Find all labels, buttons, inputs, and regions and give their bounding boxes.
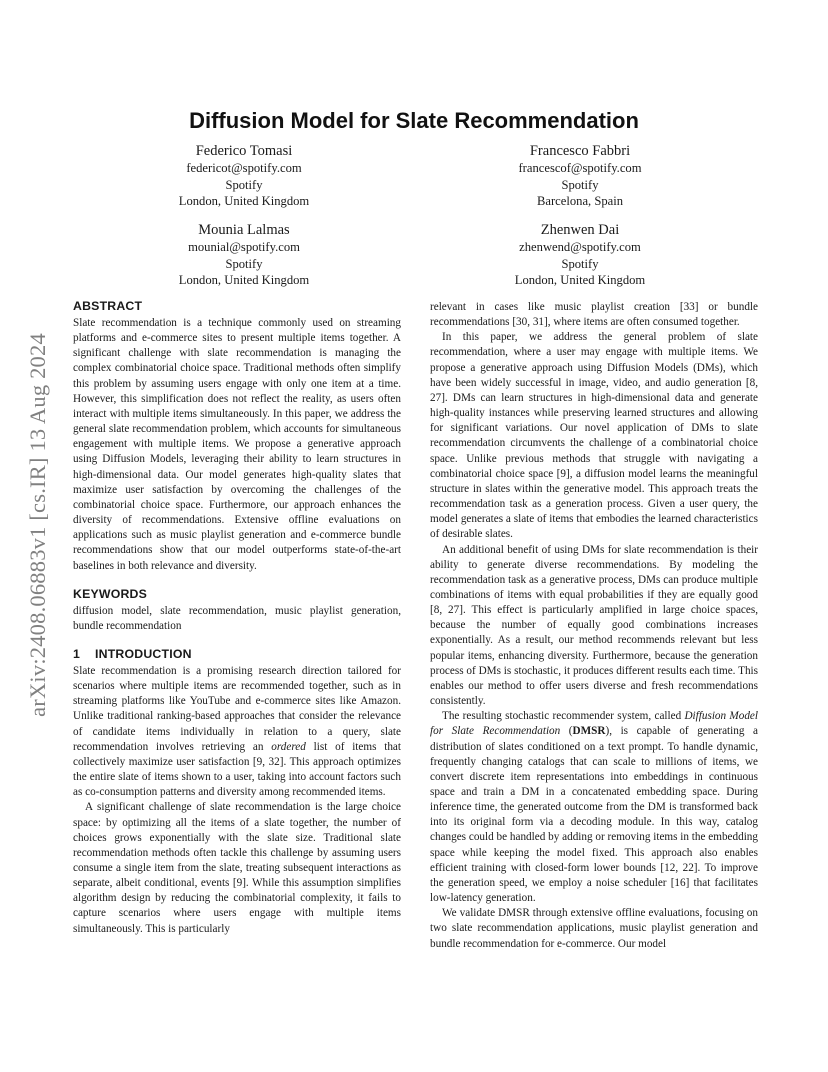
section-title: INTRODUCTION xyxy=(95,646,192,661)
paragraph-text: ), is capable of generating a distribution of slates conditioned on a text prompt. To handle dynamic, frequently changing catalogs that can scale to millions of items, we convert discrete item representations into embeddings in continuous space and train a DM in a concatenated embedding space. During inference time, the generated outcome from the DM is transformed back into its original form via a decoding module. In this way, catalog changes could be handled by adding or removing items in the embedding space while keeping the model fixed. This approach also enables efficient training with closed-form lower bounds [12, 22]. To improve the generation speed, we employ a noise scheduler [16] that facilitates low-latency generation. xyxy=(430,725,758,905)
author-affiliation: Spotify xyxy=(561,177,599,192)
keywords-text: diffusion model, slate recommendation, music playlist generation, bundle recommendation xyxy=(73,604,401,632)
paragraph-text: ( xyxy=(560,725,573,738)
author-affiliation: Spotify xyxy=(225,177,263,192)
section-heading xyxy=(73,646,401,662)
paragraph-text: list of items that collectively maximize user satisfaction [9, 32]. This approach optimizes the entire slate of items shown to a user, taking into account factors such as co-consumption patterns and diversity among recommended items. xyxy=(73,740,401,799)
paragraph-text: Slate recommendation is a promising research direction tailored for scenarios where multiple items are recommended together, such as in streaming platforms like YouTube and e-commerce sites like Amazon. Unlike traditional ranking-based approaches that consider the relevance of candidate items individually in relation to a query, slate recommendation involves retrieving an xyxy=(73,664,401,753)
author-location: London, United Kingdom xyxy=(178,273,310,287)
author-email: zhenwend@spotify.com xyxy=(519,240,641,254)
author-location: Barcelona, Spain xyxy=(536,194,624,208)
abstract-heading: ABSTRACT xyxy=(73,299,143,313)
author-block xyxy=(430,142,730,210)
author-email: francescof@spotify.com xyxy=(518,161,642,175)
paper-title: Diffusion Model for Slate Recommendation xyxy=(189,108,639,133)
author-email: federicot@spotify.com xyxy=(186,161,302,175)
abstract-text: Slate recommendation is a technique commonly used on streaming platforms and e-commerce sites to present multiple items together. A significant challenge with slate recommendation is managing the complex combinatorial choice space. Traditional methods often simplify this problem by assuming users engage with only one item at a time. However, this simplification does not reflect the reality, as users often interact with multiple items simultaneously. In this paper, we address the general slate recommendation problem, which accounts for simultaneous engagement with multiple items. We propose a generative approach using Diffusion Models, leveraging their ability to learn structures in high-dimensional data. Our model generates high-quality slates that maximize user satisfaction by overcoming the challenges of the combinatorial choice space. Furthermore, our approach enhances the diversity of recommendations. Extensive offline evaluations on applications such as music playlist generation and e-commerce bundle recommendations show that our model outperforms state-of-the-art baselines in both relevance and diversity. xyxy=(73,317,401,572)
author-location: London, United Kingdom xyxy=(178,194,310,208)
author-affiliation: Spotify xyxy=(561,256,599,271)
author-affiliation: Spotify xyxy=(225,256,263,271)
paragraph-text: The resulting stochastic recommender system, called xyxy=(442,710,685,723)
author-name: Federico Tomasi xyxy=(195,143,293,159)
arxiv-identifier: arXiv:2408.06883v1 [cs.IR] 13 Aug 2024 xyxy=(25,333,50,717)
author-name: Francesco Fabbri xyxy=(529,143,631,159)
paragraph: In this paper, we address the general problem of slate recommendation, where a user may engage with multiple items. We propose a generative approach using Diffusion Models (DMs), which have been widely successful in image, video, and audio generation [8, 27]. DMs can learn structures in high-dimensional data and generate high-quality instances while preserving learned structures and allowing for significant variations. Our novel application of DMs to slate recommendation circumvents the challenge of a combinatorial choice space. Unlike previous methods that struggle with navigating a combinatorial choice space [9], a diffusion model learns the meaningful structure in slates within the generative model. This approach treats the recommendation task as a generation process. Given a user query, the model generates a slate of items that embodies the learned characteristics of desirable slates. xyxy=(430,331,758,541)
acronym-text: DMSR xyxy=(572,725,606,738)
author-block xyxy=(94,221,394,289)
right-column xyxy=(430,300,758,952)
paragraph: An additional benefit of using DMs for slate recommendation is their ability to generate diverse recommendations. By modeling the recommendation task as a generative process, DMs can produce multiple combinations of items with equal probabilities if they are equally good [8, 27]. This effect is particularly amplified in large choice spaces, because the number of equally good combinations increases exponentially. As a result, our method recommends relevant but less popular items, enhancing diversity. Furthermore, because the generation process of DMs is stochastic, it produces different results each time. This enables our method to offer users diverse and fresh recommendations consistently. xyxy=(430,543,758,708)
paragraph xyxy=(430,709,758,906)
left-column xyxy=(73,298,401,937)
arxiv-stamp xyxy=(18,290,58,760)
author-email: mounial@spotify.com xyxy=(188,240,300,254)
section-number: 1 xyxy=(73,646,81,661)
keywords-heading: KEYWORDS xyxy=(73,586,148,601)
author-block xyxy=(430,221,730,289)
paragraph: A significant challenge of slate recommendation is the large choice space: by optimizing all the items of a slate together, the number of choices grows exponentially with the slate size. Traditional slate recommendation methods often tackle this challenge by assuming users consume a single item from the slate, treating subsequent interactions as separate, albeit conditional, events [9]. While this assumption simplifies algorithm design by reducing the combinatorial complexity, it fails to capture scenarios where users engage with multiple items simultaneously. This is particularly xyxy=(73,801,401,935)
author-name: Zhenwen Dai xyxy=(540,222,620,238)
author-block xyxy=(94,142,394,210)
paragraph: relevant in cases like music playlist creation [33] or bundle recommendations [30, 31], where items are often consumed together. xyxy=(430,301,758,329)
emphasis-text: Diffusion Model for Slate Recommendation xyxy=(430,710,758,738)
paragraph xyxy=(73,664,401,800)
author-location: London, United Kingdom xyxy=(514,273,646,287)
author-name: Mounia Lalmas xyxy=(198,222,290,238)
paragraph: We validate DMSR through extensive offline evaluations, focusing on two slate recommendation applications, music playlist generation and bundle recommendation for e-commerce. Our model xyxy=(430,907,758,950)
emphasis-text: ordered xyxy=(271,740,306,753)
